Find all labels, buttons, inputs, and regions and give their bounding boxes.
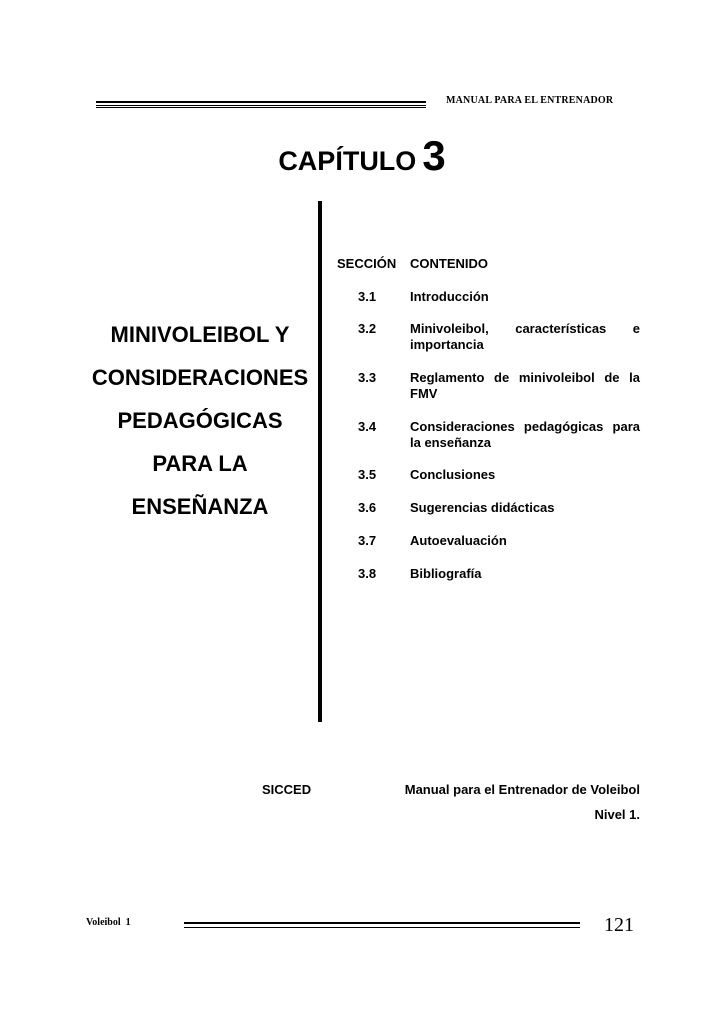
running-header: MANUAL PARA EL ENTRENADOR [446,95,614,106]
title-line: MINIVOLEIBOL Y [110,322,290,347]
chapter-number: 3 [422,132,446,179]
footer-label: Voleibol 1 [86,917,131,928]
toc-item-text: Conclusiones [410,467,496,482]
toc-item-number: 3.7 [358,533,377,548]
chapter-title-block [80,313,320,528]
toc-header-section: SECCIÓN [337,256,397,271]
toc-item-text: Reglamento de minivoleibol de la FMV [410,370,640,401]
toc-item-text: Autoevaluación [410,533,507,548]
title-line: PARA LA [152,451,248,476]
toc-header-content: CONTENIDO [410,256,488,271]
manual-level: Nivel 1. [594,807,640,822]
toc-item-number: 3.3 [358,370,377,385]
title-line: CONSIDERACIONES [91,365,309,390]
chapter-heading [0,132,724,180]
toc-item-number: 3.5 [358,467,377,482]
toc-item-text: Introducción [410,289,489,304]
header-rule [96,101,426,106]
organization-name: SICCED [262,782,312,797]
manual-title: Manual para el Entrenador de Voleibol [404,782,640,797]
toc-item-text: Consideraciones pedagógicas para la enseñanza [410,419,640,450]
chapter-word: CAPÍTULO [278,146,417,176]
title-line: ENSEÑANZA [131,494,269,519]
toc-item-text: Bibliografía [410,566,482,581]
page-number: 121 [604,914,634,936]
toc-item-number: 3.8 [358,566,377,581]
toc-item-number: 3.1 [358,289,377,304]
toc-item-number: 3.6 [358,500,377,515]
toc-item-number: 3.2 [358,321,377,336]
toc-item-text: Minivoleibol, características e importancia [410,321,640,352]
title-line: PEDAGÓGICAS [117,408,283,433]
toc-item-number: 3.4 [358,419,377,434]
toc-item-text: Sugerencias didácticas [410,500,555,515]
footer-rule [184,922,580,924]
